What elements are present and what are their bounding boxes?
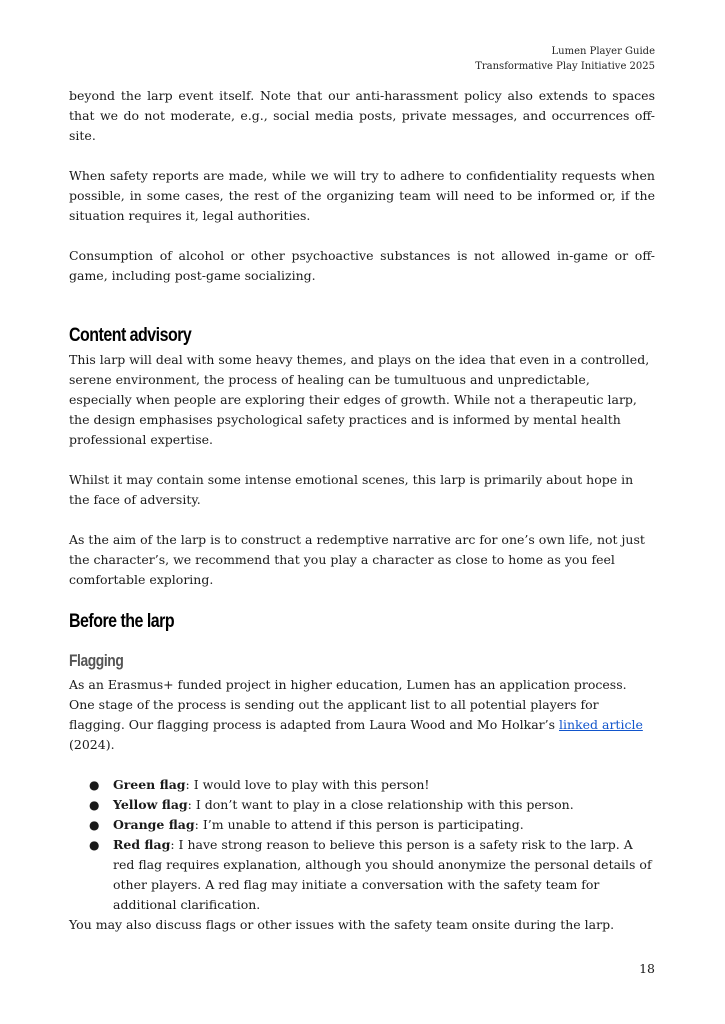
bullet-icon: ● xyxy=(89,818,100,832)
flag-list xyxy=(69,775,655,915)
bullet-icon: ● xyxy=(89,778,100,792)
flag-label: Yellow flag xyxy=(113,797,188,812)
flag-label: Green flag xyxy=(113,777,186,792)
page-content xyxy=(69,86,655,935)
flag-description: : I’m unable to attend if this person is participating. xyxy=(194,817,524,832)
intro-paragraph-3: Consumption of alcohol or other psychoactive substances is not allowed in-game or off-game, including post-game socializing. xyxy=(69,248,655,283)
flag-item-red xyxy=(69,835,655,915)
flag-item-green xyxy=(69,775,655,795)
flag-description: : I have strong reason to believe this person is a safety risk to the larp. A red flag requires explanation, although you should anonymize the personal details of other players. A red flag may initiate a conversation with the safety team for additional clarification. xyxy=(113,837,652,912)
closing-paragraph: You may also discuss flags or other issues with the safety team onsite during the larp. xyxy=(69,917,615,932)
intro-paragraph-2: When safety reports are made, while we will try to adhere to confidentiality requests when possible, in some cases, the rest of the organizing team will need to be informed or, if the situation requires it, legal authorities. xyxy=(69,168,655,223)
page-header xyxy=(475,44,655,74)
flag-item-orange xyxy=(69,815,655,835)
section-heading-content-advisory: Content advisory xyxy=(69,325,192,346)
section-heading-before-larp: Before the larp xyxy=(69,611,175,632)
header-subtitle: Transformative Play Initiative 2025 xyxy=(475,61,655,72)
bullet-icon: ● xyxy=(89,798,100,812)
advisory-paragraph-2: Whilst it may contain some intense emotional scenes, this larp is primarily about hope in the face of adversity. xyxy=(69,472,634,507)
flagging-intro-text: As an Erasmus+ funded project in higher education, Lumen has an application process. One stage of the process is sending out the applicant list to all potential players for flagging. Our flagging process is adapted from Laura Wood and Mo Holkar’s xyxy=(69,677,627,732)
flagging-intro-paragraph xyxy=(69,675,655,755)
advisory-paragraph-3: As the aim of the larp is to construct a redemptive narrative arc for one’s own life, not just the character’s, we recommend that you play a character as close to home as you feel comfortable exploring. xyxy=(69,532,645,587)
flag-description: : I don’t want to play in a close relationship with this person. xyxy=(187,797,574,812)
flag-description: : I would love to play with this person! xyxy=(185,777,430,792)
intro-paragraph-1: beyond the larp event itself. Note that our anti-harassment policy also extends to spaces that we do not moderate, e.g., social media posts, private messages, and occurrences off-site. xyxy=(69,88,655,143)
flag-label: Orange flag xyxy=(113,817,195,832)
bullet-icon: ● xyxy=(89,838,100,852)
flagging-intro-suffix: (2024). xyxy=(69,737,115,752)
flag-label: Red flag xyxy=(113,837,171,852)
advisory-paragraph-1: This larp will deal with some heavy themes, and plays on the idea that even in a controlled, serene environment, the process of healing can be tumultuous and unpredictable, especially when people are exploring their edges of growth. While not a therapeutic larp, the design emphasises psychological safety practices and is informed by mental health professional expertise. xyxy=(69,352,650,447)
header-title: Lumen Player Guide xyxy=(551,46,655,57)
page-number: 18 xyxy=(639,961,655,976)
subheading-flagging: Flagging xyxy=(69,652,124,670)
linked-article-link[interactable]: linked article xyxy=(559,717,643,732)
flag-item-yellow xyxy=(69,795,655,815)
